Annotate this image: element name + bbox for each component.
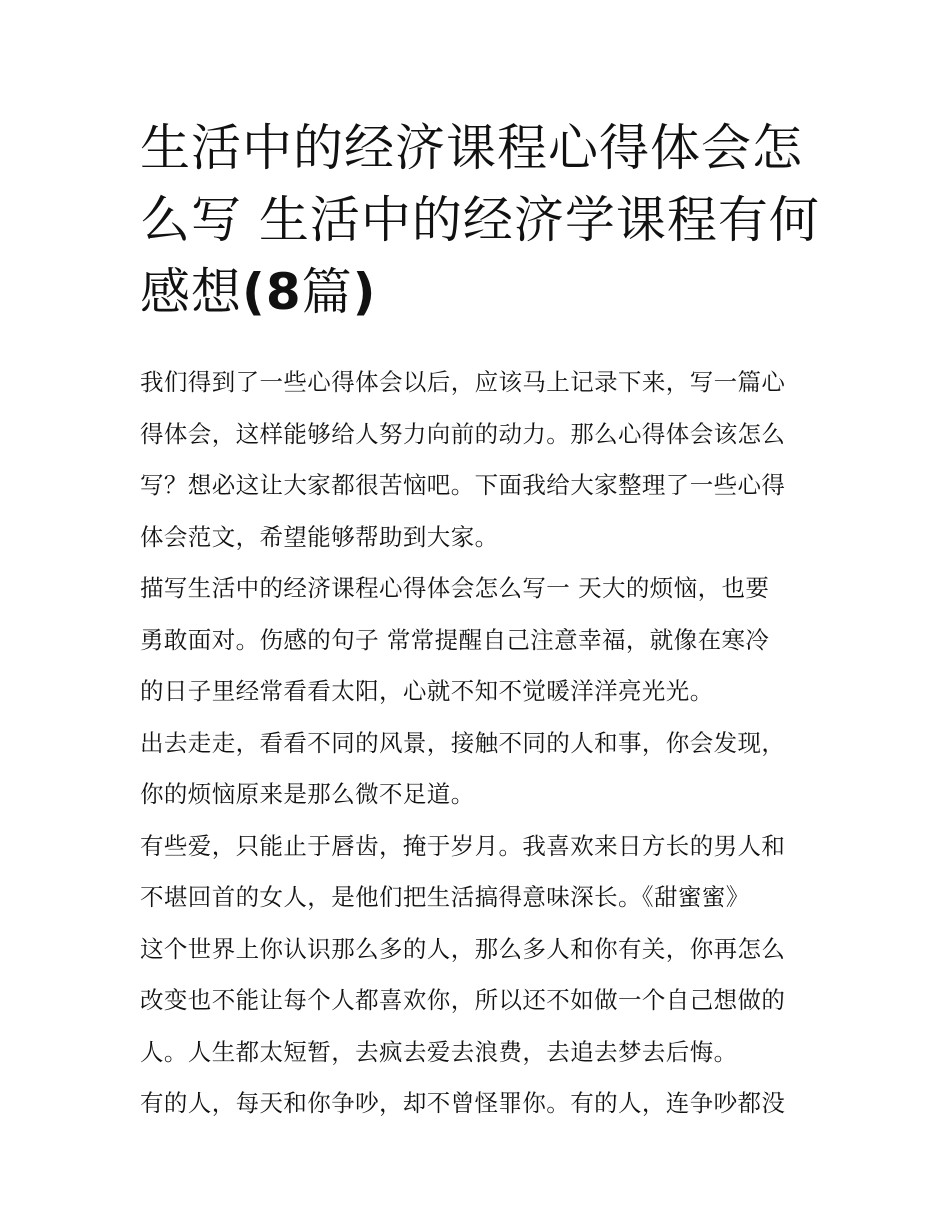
body-line: 你的烦恼原来是那么微不足道。	[140, 780, 475, 808]
document-title	[140, 112, 830, 328]
body-line: 写？想必这让大家都很苦恼吧。下面我给大家整理了一些心得	[140, 471, 786, 499]
body-line: 勇敢面对。伤感的句子 常常提醒自己注意幸福，就像在寒冷	[140, 625, 770, 654]
title-line: 生活中的经济课程心得体会怎	[140, 119, 803, 177]
body-line: 的日子里经常看看太阳，心就不知不觉暖洋洋亮光光。	[140, 677, 714, 705]
title-line	[140, 256, 830, 328]
body-line: 得体会，这样能够给人努力向前的动力。那么心得体会该怎么	[140, 419, 786, 448]
title-count-close: )	[352, 263, 377, 321]
title-count-unit: 篇	[301, 263, 353, 321]
body-line: 人。人生都太短暂，去疯去爱去浪费，去追去梦去后悔。	[140, 1037, 738, 1066]
title-line-text: 感想	[140, 263, 242, 321]
body-line: 体会范文，希望能够帮助到大家。	[140, 522, 499, 551]
document-body	[140, 358, 830, 1131]
body-line: 我们得到了一些心得体会以后，应该马上记录下来，写一篇心	[140, 368, 786, 396]
body-line: 这个世界上你认识那么多的人，那么多人和你有关，你再怎么	[140, 934, 786, 963]
body-line: 改变也不能让每个人都喜欢你，所以还不如做一个自己想做的	[140, 986, 786, 1014]
body-line: 有的人，每天和你争吵，却不曾怪罪你。有的人，连争吵都没	[140, 1089, 786, 1117]
body-line: 不堪回首的女人，是他们把生活搞得意味深长。《甜蜜蜜》	[140, 883, 750, 911]
body-line: 描写生活中的经济课程心得体会怎么写一 天大的烦恼，也要	[140, 574, 770, 602]
title-line: 么写 生活中的经济学课程有何	[140, 191, 820, 249]
body-line: 出去走走，看看不同的风景，接触不同的人和事，你会发现，	[140, 728, 786, 757]
title-count-open: (8	[242, 263, 302, 321]
body-line: 有些爱，只能止于唇齿，掩于岁月。我喜欢来日方长的男人和	[140, 831, 786, 860]
